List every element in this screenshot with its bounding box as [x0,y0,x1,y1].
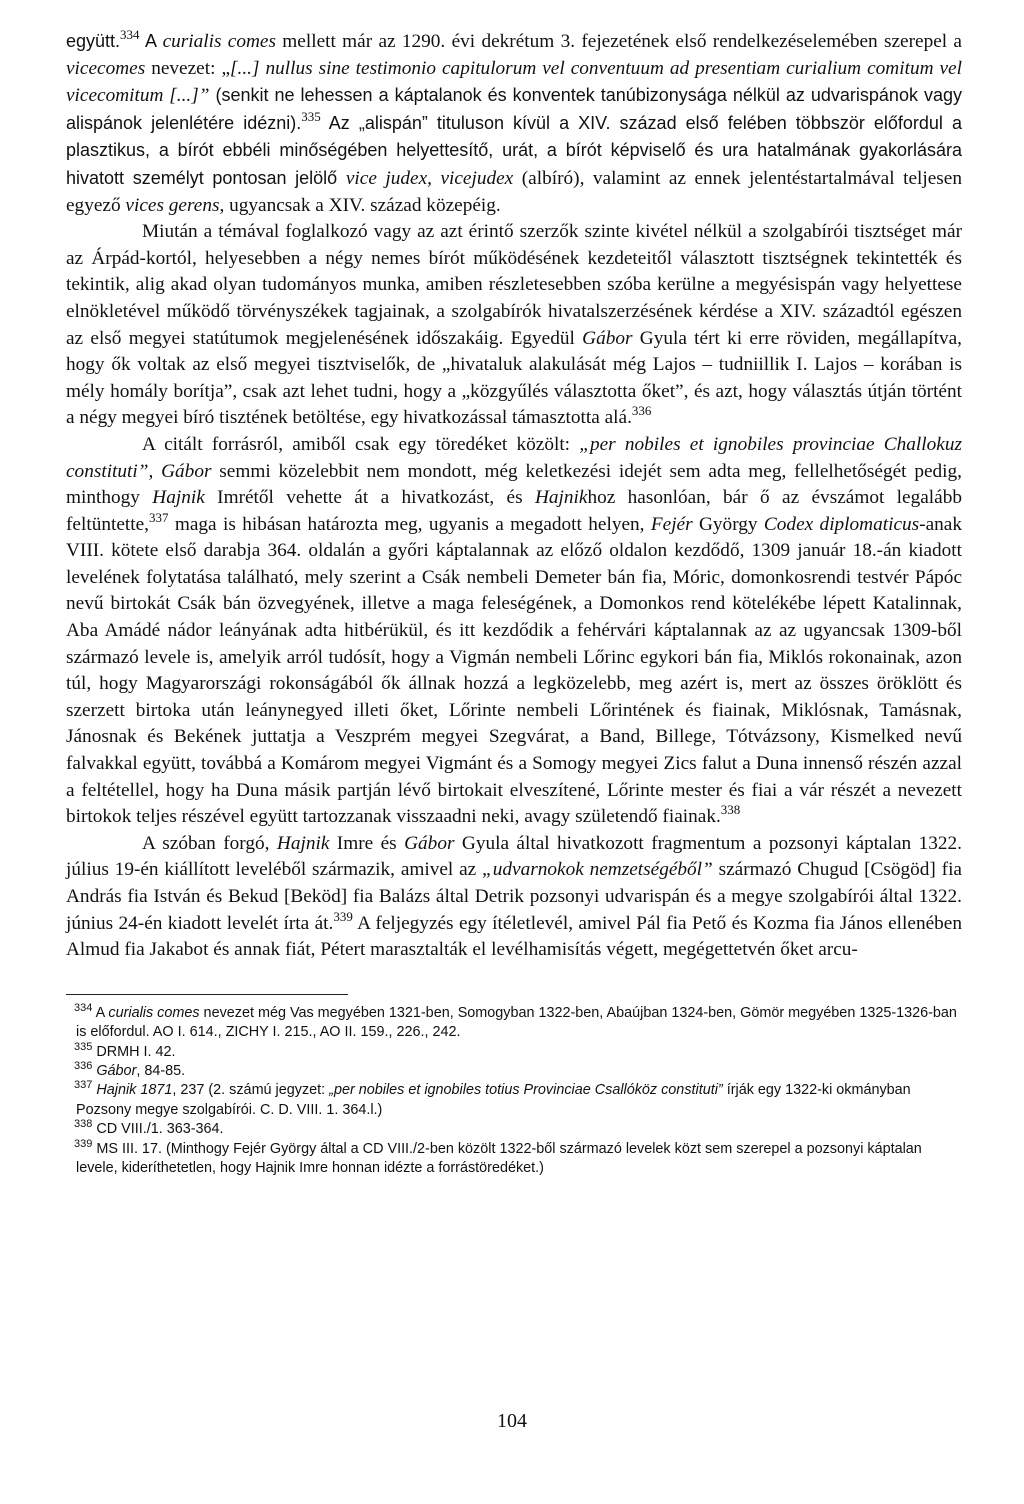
footnote-336: $^{336}$ Gábor, 84-85. [74,1060,186,1079]
paragraph-1: együtt.$^{334}$ A curialis comes mellett már az 1290. évi dekrétum 3. fejezetének első rendelkezéselemében szerepel a vicecomes nevezet: „[...] nullus sine testimonio capitulorum vel conventuum ad presentiam curialium comitum vel vicecomitum [...]” (senkit ne lehessen a káptalanok és konventek tanúbizonysága nélkül az udvarispánok vagy alispánok jelenlétére idézni).$^{335}$ Az „alispán” tituluson kívül a XIV. század első felében többször előfordul a plasztikus, a bírót ebbéli minőségében helyettesítő, urát, a bírót képviselő és ura hatalmának gyakorlására hivatott személyt pontosan jelölő vice judex, vicejudex (albíró), valamint az ennek jelentéstartalmával teljesen egyező vices gerens, ugyancsak a XIV. század közepéig. [66,27,962,216]
page-number: 104 [497,1410,527,1432]
footnote-ref-338[interactable]: 338 [720,802,741,818]
footnote-ref-334[interactable]: 334 [120,27,140,42]
footnote-ref-336[interactable]: 336 [631,403,652,419]
footnotes [66,1001,962,1179]
footnote-335: $^{335}$ DRMH I. 42. [74,1040,176,1060]
paragraph-4: A szóban forgó, Hajnik Imre és Gábor Gyula által hivatkozott fragmentum a pozsonyi káptalan 1322. július 19-én kiállított leveléből származik, amivel az „udvarnokok nemzetségéből” származó Chugud [Csögöd] fia András fia István és Bekud [Beköd] fia Balázs által Detrik pozsonyi udvarispán és a megye szolgabírói által 1322. június 24-én kiadott levelét írta át.$^{339}$ A feljegyzés egy ítéletlevél, amivel Pál fia Pető és Kozma fia János ellenében Almud fia Jakabot és annak fiát, Pétert marasztalták el levélhamisítás végett, megégettetvén őket arcu- [66,832,962,961]
paragraph-3: A citált forrásról, amiből csak egy töredéket közölt: „per nobiles et ignobiles provinciae Challokuz constituti”, Gábor semmi közelebbit nem mondott, még keletkezési idejét sem adta meg, fellelhetőségét pedig, minthogy Hajnik Imrétől vehette át a hivatkozást, és Hajnikhoz hasonlóan, bár ő az évszámot legalább feltüntette,$^{337}$ maga is hibásan határozta meg, ugyanis a megadott helyen, Fejér György Codex diplomaticus-anak VIII. kötete első darabja 364. oldalán a győri káptalannak az előző oldalon kezdődő, 1309 január 18.-án kiadott levelének folytatása található, mely szerint a Csák nembeli Demeter bán fia, Móric, domonkosrendi testvér Pápóc nevű birtokát Csák bán özvegyének, illetve a maga feleségének, a Domonkos rend kötelékébe lépett Katalinnak, Aba Amádé nádor leányának adta hitbérükül, és itt kezdődik a fehérvári káptalannak az az ugyancsak 1309-ből származó levele is, amelyik arról tudósít, hogy a Vigmán nembeli Lőrinc egykori bán fia, Miklós rokonainak, azon túl, hogy Magyarországi rokonságából ők állnak hozzá a legközelebb, meg azért is, mert az összes öröklött és szerzett birtoka után leánynegyed illeti őket, Lőrinte nembeli Lőrintének és fiainak, Miklósnak, Tamásnak, Jánosnak és Bekének juttatja a Veszprém megyei Szegvárat, a Band, Billege, Tótvázsony, Kismelked nevű falvakkal együtt, továbbá a Komárom megyei Vigmánt és a Somogy megyei Zics falut a Duna innenső részén azzal a feltétellel, hogy ha Duna másik partján lévő birtokait elveszítené, Lőrinte mester és fiai a vár részét a nevezett birtokok teljes részével együtt tartozzanak visszaadni neki, avagy születendő fiainak.$^{338}$ [66,433,962,828]
document-page [66,28,962,1178]
footnote-334: $^{334}$ A curialis comes nevezet még Vas megyében 1321-ben, Somogyban 1322-ben, Abaújban 1324-ben, Gömör megyében 1325-1326-ban is előfordul. AO I. 614., ZICHY I. 215., AO II. 159., 226., 242. [74,1001,957,1041]
paragraph-2: Miután a témával foglalkozó vagy az azt érintő szerzők szinte kivétel nélkül a szolgabírói tisztséget már az Árpád-kortól, helyesebben a négy nemes bírót működésének kezdeteitől választott tisztségnek tekintették és tekintik, alig akad olyan tudományos munka, amiben részletesebben szóba kerülne a megyésispán vagy helyettese elnökletével működő törvényszékek tagjainak, a szolgabírók hivatalszerzésének kérdése a XIV. századtól egészen az első megyei statútumok megjelenésének időszakáig. Egyedül Gábor Gyula tért ki erre röviden, megállapítva, hogy ők voltak az első megyei tisztviselők, de „hivataluk alakulását még Lajos – tudniillik I. Lajos – korában is mély homály borítja”, csak azt lehet tudni, hogy a „közgyűlés választotta őket”, és azt, hogy választás útján történt a négy megyei bíró tisztének betöltése, egy hivatkozással támasztotta alá.$^{336}$ [66,221,963,429]
footnote-338: $^{338}$ CD VIII./1. 363-364. [74,1118,224,1138]
footnote-ref-335[interactable]: 335 [301,108,321,124]
footnote-337: $^{337}$ Hajnik 1871, 237 (2. számú jegyzet: „per nobiles et ignobiles totius Provinciae Csallóköz constituti” írják egy 1322-ki okmányban Pozsony megye szolgabírói. C. D. VIII. 1. 364.l.) [74,1079,911,1118]
main-text [66,28,962,964]
footnote-339: $^{339}$ MS III. 17. (Minthogy Fejér György által a CD VIII./2-ben közölt 1322-ből származó levelek közt sem szerepel a pozsonyi káptalan levele, kideríthetetlen, hogy Hajnik Imre honnan idézte a forrástöredéket.) [74,1137,922,1177]
footnote-divider [66,994,348,995]
footnote-ref-339[interactable]: 339 [333,908,353,924]
footnote-ref-337[interactable]: 337 [148,509,169,525]
